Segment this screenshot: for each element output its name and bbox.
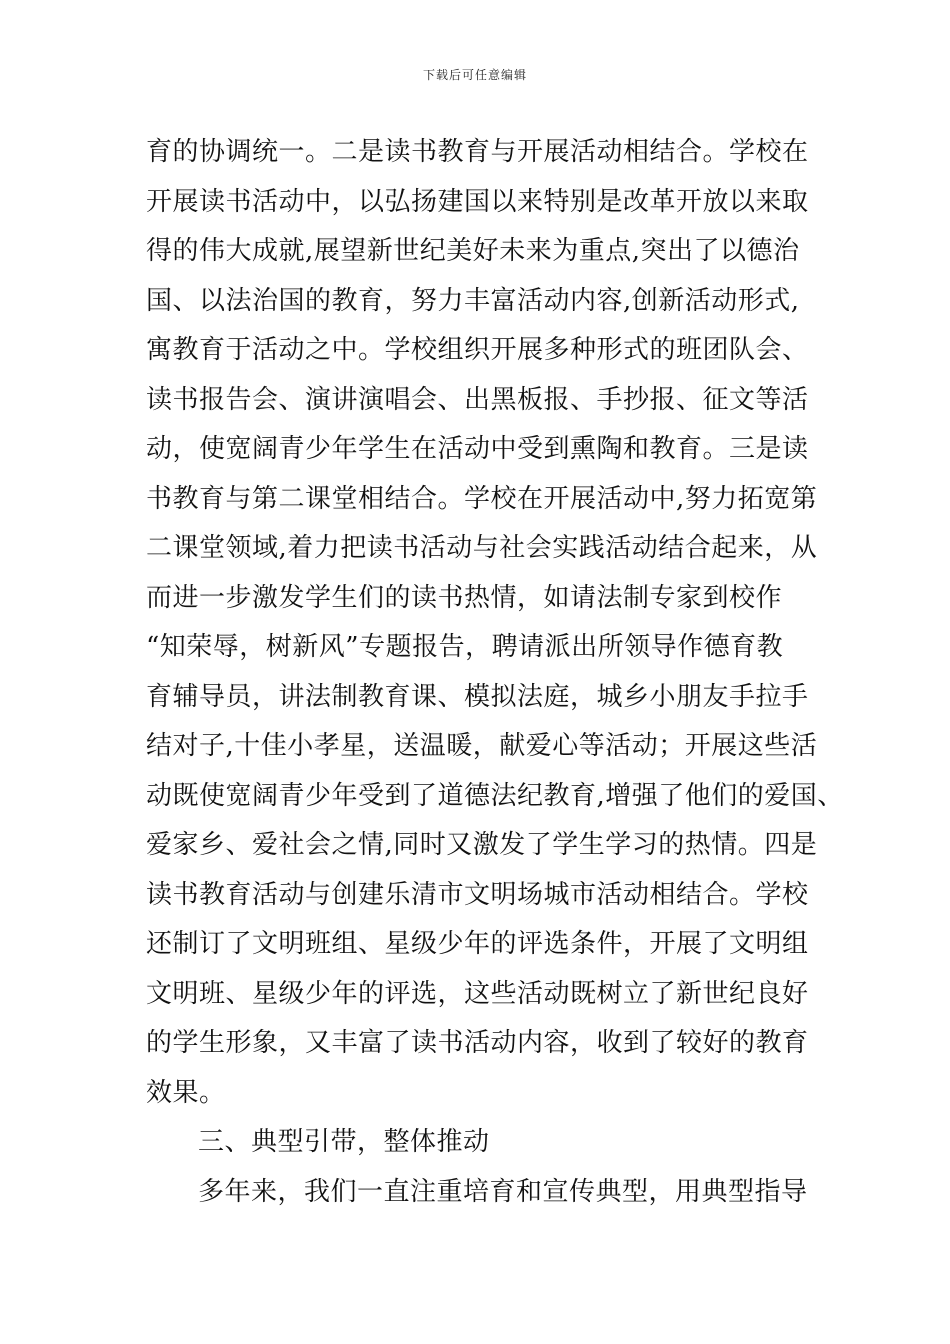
text-line: 得的伟大成就,展望新世纪美好未来为重点,突出了以德治 [146,236,800,266]
text-line: 动，使宽阔青少年学生在活动中受到熏陶和教育。三是读 [146,434,809,464]
text-line: 文明班、星级少年的评选，这些活动既树立了新世纪良好 [146,978,809,1009]
text-line: 效果。 [146,1077,226,1108]
paragraph-start-line: 多年来，我们一直注重培育和宣传典型，用典型指导 [198,1176,808,1207]
text-line: 二课堂领域,着力把读书活动与社会实践活动结合起来，从 [146,533,818,563]
text-line: 结对子,十佳小孝星，送温暖，献爱心等活动；开展这些活 [146,731,818,761]
text-line: 还制订了文明班组、星级少年的评选条件，开展了文明组 [146,929,809,959]
text-line: 书教育与第二课堂相结合。学校在开展活动中,努力拓宽第 [146,483,818,514]
text-line: 读书报告会、演讲演唱会、出黑板报、手抄报、征文等活 [146,384,809,415]
text-line: 而进一步激发学生们的读书热情，如请法制专家到校作 [146,582,783,613]
body-text [146,128,844,1217]
text-line: 的学生形象，又丰富了读书活动内容，收到了较好的教育 [146,1028,809,1058]
text-line: 读书教育活动与创建乐清市文明场城市活动相结合。学校 [146,879,809,910]
page-header: 下载后可任意编辑 [422,68,527,82]
text-line: 国、以法治国的教育，努力丰富活动内容,创新活动形式, [146,285,800,316]
text-line: 爱家乡、爱社会之情,同时又激发了学生学习的热情。四是 [146,830,818,860]
text-line: 育的协调统一。二是读书教育与开展活动相结合。学校在 [146,137,809,167]
text-line: “知荣辱，树新风”专题报告，聘请派出所领导作德育教 [146,632,784,662]
text-line: 寓教育于活动之中。学校组织开展多种形式的班团队会、 [146,335,809,365]
text-line: 育辅导员，讲法制教育课、模拟法庭，城乡小朋友手拉手 [146,681,809,712]
text-line: 开展读书活动中，以弘扬建国以来特别是改革开放以来取 [146,186,809,217]
text-line: 动既使宽阔青少年受到了道德法纪教育,增强了他们的爱国、 [146,780,844,811]
section-heading: 三、典型引带，整体推动 [198,1127,490,1157]
